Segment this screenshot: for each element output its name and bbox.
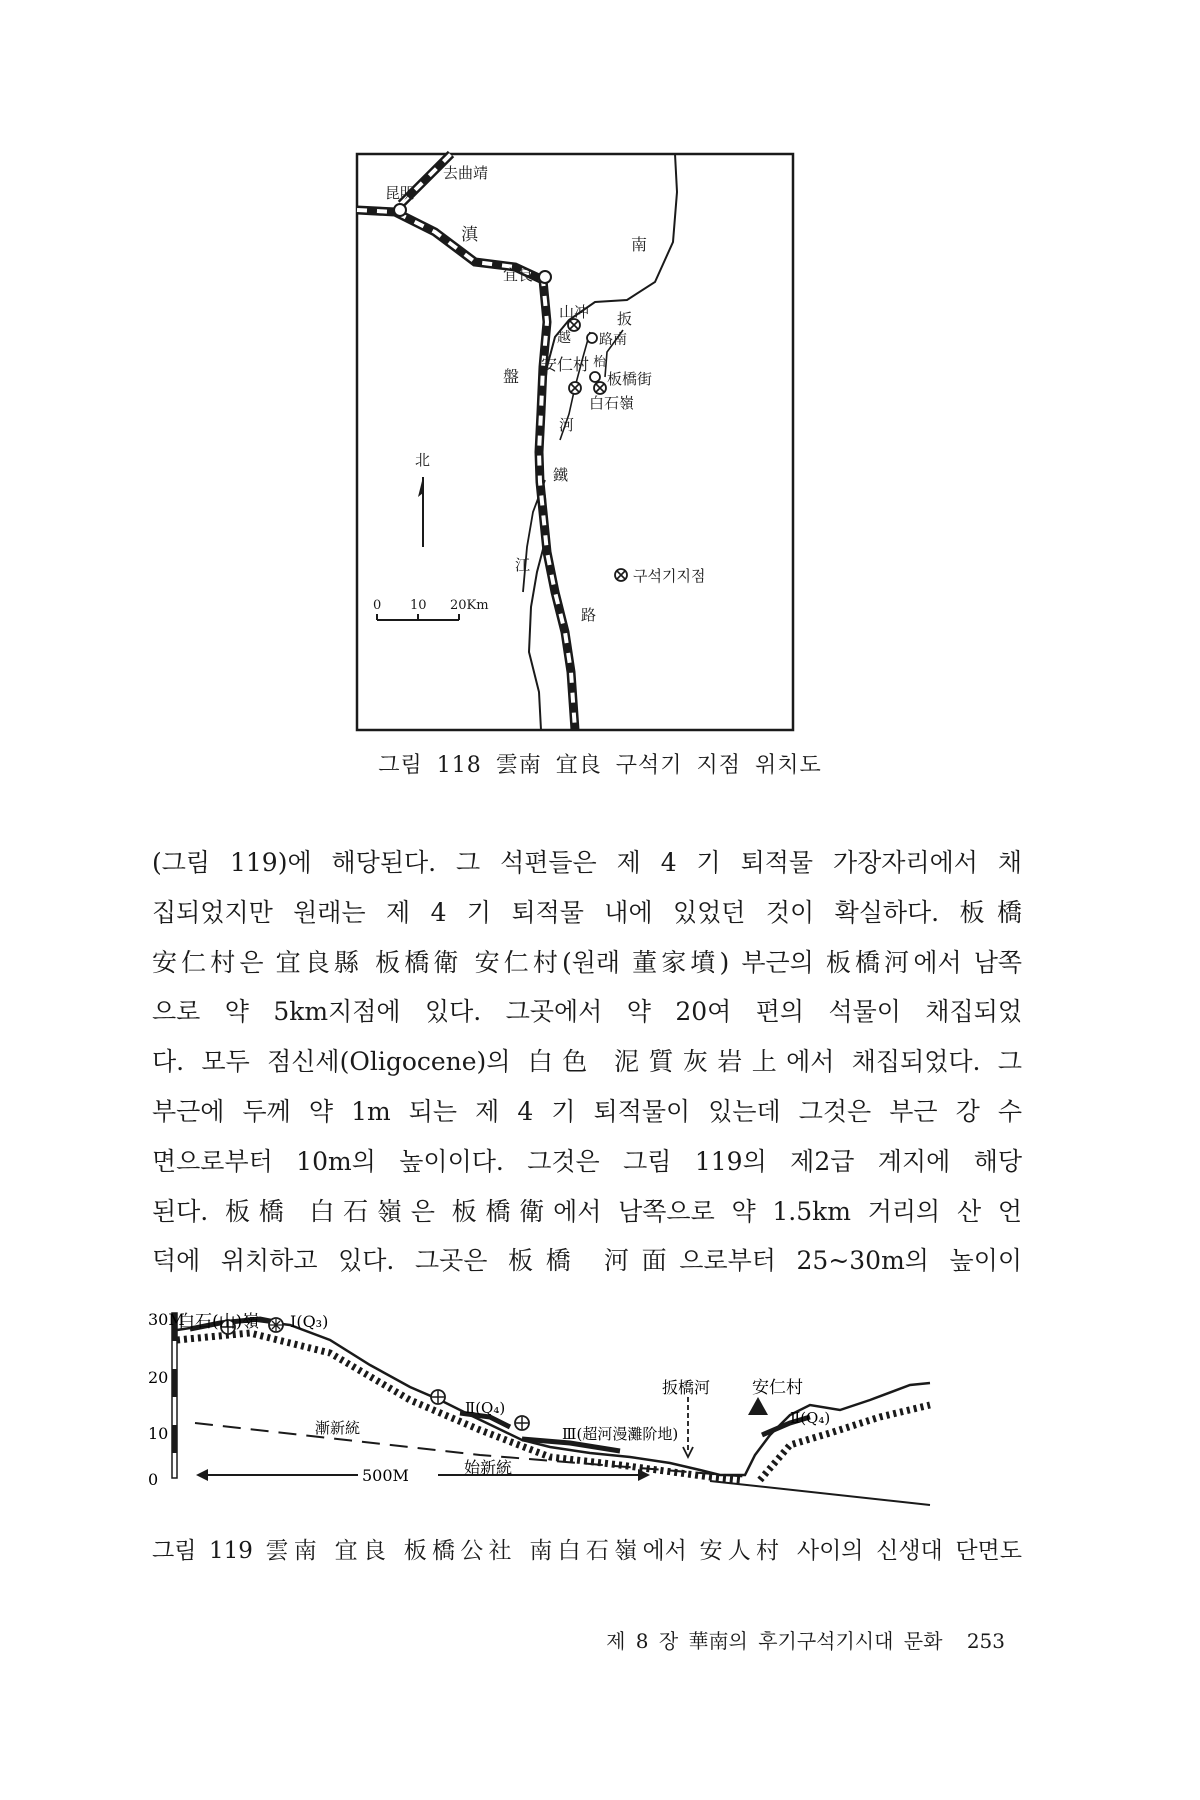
artifact-marker-icon	[269, 1318, 283, 1332]
river-arrow-icon	[683, 1397, 693, 1457]
bedrock-hatching	[177, 1333, 740, 1480]
label-terrace-1: Ⅰ(Q₃)	[290, 1312, 329, 1331]
yiliang-dot	[539, 271, 551, 283]
body-line: 으로 약 5km지점에 있다. 그곳에서 약 20여 편의 석물이 채집되었	[152, 997, 1022, 1027]
figure-119-cross-section	[150, 1305, 1050, 1520]
distance-arrow	[196, 1469, 650, 1481]
page-number: 253	[966, 1629, 1005, 1653]
label-yiliang: 宜良	[503, 266, 534, 284]
label-jia: 枱	[593, 355, 607, 370]
figure-118-caption: 그림 118 雲南 宜良 구석기 지점 위치도	[378, 753, 822, 778]
label-jiang: 江	[515, 556, 531, 574]
label-lunan: 路南	[599, 332, 627, 348]
body-line: 덕에 위치하고 있다. 그곳은 板橋 河面으로부터 25~30m의 높이이	[152, 1246, 1022, 1276]
label-qujing: 去曲靖	[443, 164, 489, 182]
body-line: (그림 119)에 해당된다. 그 석편들은 제 4 기 퇴적물 가장자리에서 채	[152, 848, 1022, 877]
body-line: 부근에 두께 약 1m 되는 제 4 기 퇴적물이 있는데 그것은 부근 강 수	[152, 1096, 1022, 1126]
scale-10: 10	[410, 598, 427, 613]
railway-outline	[357, 210, 575, 730]
scale-20km: 20Km	[450, 598, 489, 613]
bedrock-hatching-right	[760, 1405, 930, 1480]
label-baishiling: 白石嶺	[589, 394, 635, 412]
label-terrace-2b: Ⅱ(Q₄)	[790, 1409, 831, 1427]
nanpan-river	[529, 154, 677, 730]
figure-119-caption: 그림 119 雲南 宜良 板橋公社 南白石嶺에서 安人村 사이의 신생대 단면도	[152, 1538, 1022, 1564]
section-svg	[150, 1305, 1050, 1520]
label-terrace-3: Ⅲ(超河漫灘阶地)	[562, 1425, 679, 1443]
label-banqiaohe: 扳橋河	[662, 1378, 711, 1397]
body-line: 집되었지만 원래는 제 4 기 퇴적물 내에 있었던 것이 확실하다. 板橋	[152, 897, 1022, 927]
label-anrencun: 安仁村	[752, 1378, 803, 1398]
lunan-dot	[587, 333, 597, 343]
label-baishi: 白石(山)嶺	[178, 1312, 260, 1332]
base-line	[710, 1481, 930, 1505]
scale-bar	[377, 614, 459, 620]
figure-118-map	[355, 152, 795, 732]
page-footer	[606, 1625, 1005, 1654]
artifact-marker-icon	[515, 1416, 529, 1430]
scale-0: 0	[373, 598, 382, 613]
body-line: 安仁村은 宜良縣 板橋衛 安仁村(원래 董家墳) 부근의 板橋河에서 남쪽	[152, 947, 1022, 977]
village-mound-icon	[748, 1397, 768, 1415]
y-label-0: 0	[148, 1470, 159, 1489]
label-kunming: 昆明	[385, 184, 416, 202]
body-line: 면으로부터 10m의 높이이다. 그것은 그림 119의 제2급 계지에 해당	[152, 1146, 1022, 1176]
banqiaojie-dot	[590, 372, 600, 382]
vertical-scale-bar	[172, 1313, 177, 1478]
legend-site-symbol-icon	[615, 569, 627, 581]
north-arrow-icon	[418, 477, 423, 547]
label-banqiaojie: 板橋街	[607, 370, 653, 388]
label-shixin: 始新統	[464, 1458, 513, 1477]
legend-label: 구석기지점	[633, 567, 706, 585]
label-dian: 滇	[461, 225, 478, 245]
kunming-dot	[394, 204, 406, 216]
label-bei: 北	[415, 451, 431, 469]
body-line: 된다. 板橋 白石嶺은 板橋衛에서 남쪽으로 약 1.5km 거리의 산 언	[152, 1196, 1022, 1226]
label-500m: 500M	[362, 1466, 409, 1485]
map-frame	[357, 154, 793, 730]
artifact-marker-icon	[431, 1390, 445, 1404]
y-label-20: 20	[148, 1368, 169, 1387]
label-lu: 路	[581, 606, 597, 624]
paleolithic-site-baishiling	[594, 382, 606, 394]
label-he: 河	[559, 416, 575, 434]
label-yue: 越	[557, 330, 571, 346]
label-nan: 南	[631, 235, 648, 254]
y-label-30m: 30M	[148, 1310, 185, 1329]
label-shanchong: 山冲	[559, 303, 590, 321]
label-pan: 盤	[503, 367, 520, 386]
label-terrace-2a: Ⅱ(Q₄)	[465, 1399, 506, 1417]
paleolithic-site-anrencun	[569, 382, 581, 394]
label-ban: 扳	[617, 310, 633, 328]
body-line: 다. 모두 점신세(Oligocene)의 白色 泥質灰岩上에서 채집되었다. 그	[152, 1047, 1022, 1077]
body-paragraph	[152, 838, 1022, 1286]
y-label-10: 10	[148, 1424, 169, 1443]
label-tie: 鐵	[553, 466, 569, 484]
chapter-title: 제 8 장 華南의 후기구석기시대 문화	[606, 1629, 943, 1653]
map-svg	[355, 152, 795, 732]
label-anrencun: 安仁村	[541, 355, 590, 374]
label-jianxin: 漸新統	[315, 1419, 361, 1437]
